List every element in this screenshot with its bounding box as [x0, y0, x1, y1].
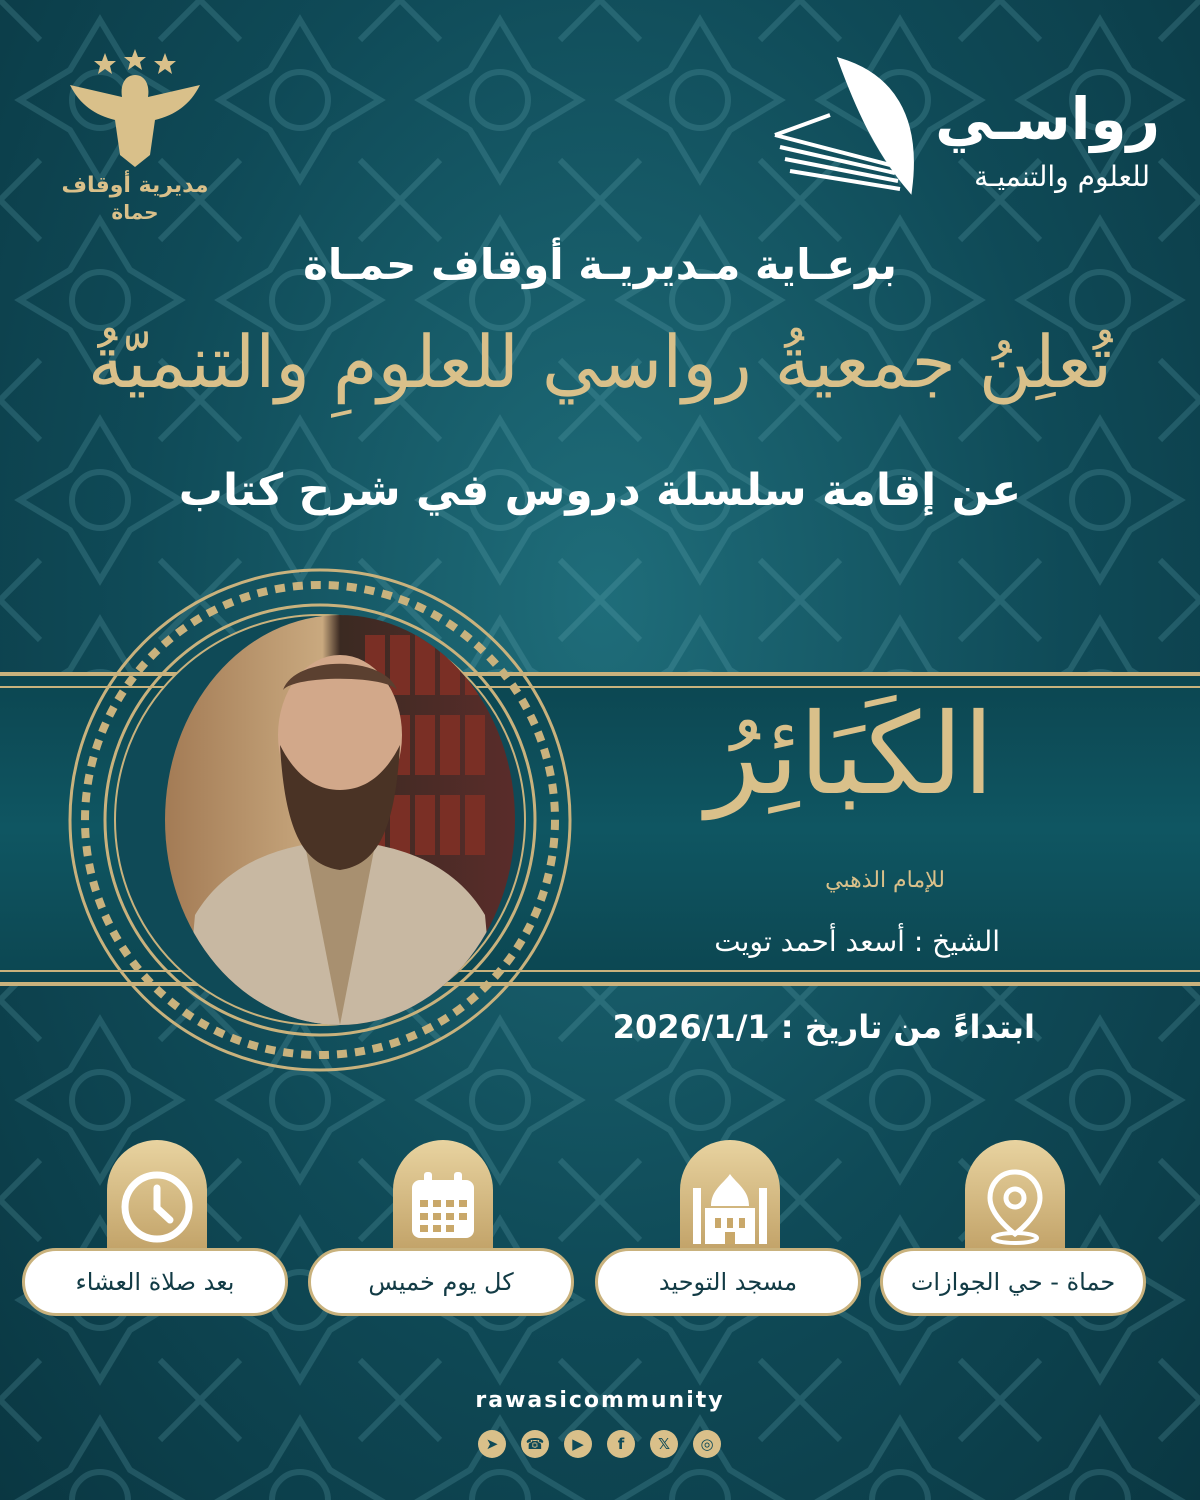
book-title: الكَبَائِرُ [706, 690, 994, 820]
location-icon [970, 1162, 1060, 1252]
social-icons [478, 1430, 728, 1458]
location-label: حماة - حي الجوازات [880, 1248, 1146, 1316]
instagram-icon[interactable]: ◎ [693, 1430, 721, 1458]
series-text: عن إقامة سلسلة دروس في شرح كتاب [178, 465, 1022, 516]
mosque-label: مسجد التوحيد [595, 1248, 861, 1316]
x-icon[interactable]: 𝕏 [650, 1430, 678, 1458]
whatsapp-icon[interactable]: ☎ [521, 1430, 549, 1458]
book-author: للإمام الذهبي [825, 868, 945, 893]
awqaf-logo [50, 45, 220, 224]
mosque-icon [685, 1162, 775, 1252]
telegram-icon[interactable]: ➤ [478, 1430, 506, 1458]
announce-title: تُعلِنُ جمعيةُ رواسي للعلومِ والتنميّةُ [87, 320, 1113, 404]
day-label: كل يوم خميس [308, 1248, 574, 1316]
sheikh-photo [165, 615, 515, 1025]
awqaf-line1: مديرية أوقاف [61, 173, 209, 198]
start-date: ابتداءً من تاريخ : 2026/1/1 [612, 1008, 1035, 1046]
quill-book-icon [770, 55, 930, 195]
awqaf-line2: حماة [111, 200, 159, 224]
sheikh-name: الشيخ : أسعد أحمد تويت [714, 925, 1000, 958]
calendar-icon [398, 1162, 488, 1252]
youtube-icon[interactable]: ▶ [564, 1430, 592, 1458]
sponsor-text: برعـاية مـديريـة أوقاف حمـاة [303, 240, 897, 289]
clock-icon [112, 1162, 202, 1252]
eagle-emblem-icon [50, 45, 220, 170]
time-label: بعد صلاة العشاء [22, 1248, 288, 1316]
brand-subtitle: للعلوم والتنميـة [974, 160, 1150, 193]
social-handle: rawasicommunity [475, 1388, 725, 1413]
info-time [22, 1140, 292, 1320]
rawasi-logo [770, 55, 1160, 195]
info-mosque [595, 1140, 865, 1320]
facebook-icon[interactable]: f [607, 1430, 635, 1458]
info-day [308, 1140, 578, 1320]
info-location [880, 1140, 1150, 1320]
brand-name: رواسـي [935, 85, 1160, 153]
